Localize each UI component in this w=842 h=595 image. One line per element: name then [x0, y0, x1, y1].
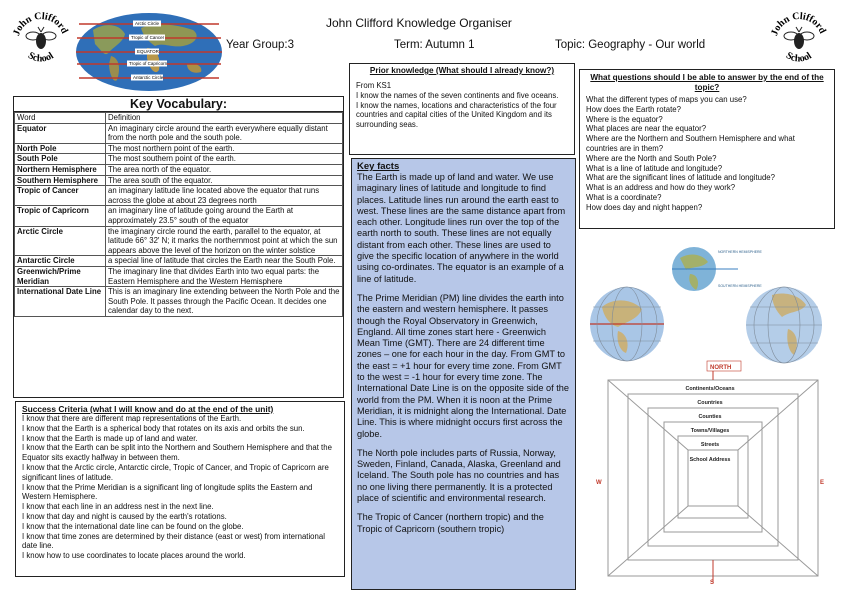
list-item: I know that the international date line can be found on the globe.: [22, 521, 244, 531]
table-row: [15, 287, 343, 317]
vocab-word: Southern Hemisphere: [15, 175, 106, 186]
table-row: [15, 256, 343, 267]
level-label: Continents/Oceans: [685, 386, 735, 392]
success-criteria-panel: [15, 401, 345, 577]
list-item: I know that the Earth can be split into the Northern and Southern Hemisphere and that the Equator sits exactly halfway in between them.: [22, 443, 332, 463]
key-facts-panel: [351, 158, 576, 590]
vocab-definition: An imaginary circle around the earth everywhere equally distant from the north pole and the south pole.: [106, 123, 343, 143]
school-logo-left: [10, 8, 72, 70]
list-item: I know that day and night is caused by the earth's rotations.: [22, 511, 227, 521]
prior-list: [356, 91, 568, 130]
key-fact-paragraph: The Prime Meridian (PM) line divides the earth into the eastern and western hemisphere. It passes though the Royal Observatory in Greenwich, England. All time zones start here - Greenwich Mean Time (GMT). There are 24 different time zones – one for each hour in the day. From GMT to the east = +1 hour for every time zone. From GMT to the west = -1 hour for every time zone. The International Date Line is on the opposite side of the world from the PM. When it is noon at the Prime Meridian, it is midnight along the International. Date Line. This is where midnight occurs first across the globe.: [357, 292, 569, 439]
table-row: [15, 175, 343, 186]
vocab-word: Tropic of Capricorn: [15, 206, 106, 226]
vocab-word: Greenwich/Prime Meridian: [15, 266, 106, 286]
vocab-definition: an imaginary line of latitude going around the Earth at approximately 23.5° south of the equator: [106, 206, 343, 226]
vocab-word: International Date Line: [15, 287, 106, 317]
vocab-definition: the imaginary circle round the earth, parallel to the equator, at latitude 66° 32′ N; it marks the northernmost point at which the sun appears above the level of the horizon on the winter solstice: [106, 226, 343, 256]
list-item: What places are near the equator?: [586, 124, 707, 134]
prior-title: Prior knowledge (What should I already know?): [369, 66, 555, 75]
vocab-word: Northern Hemisphere: [15, 164, 106, 175]
key-facts-title: Key facts: [357, 161, 400, 172]
prior-knowledge-panel: [349, 63, 575, 155]
level-label: Counties: [698, 414, 722, 420]
list-item: I know the names of the seven continents and five oceans.: [356, 90, 559, 100]
logo-text-bottom: School: [25, 50, 56, 65]
vocab-word: North Pole: [15, 143, 106, 154]
list-item: What is a line of latitude and longitude?: [586, 163, 723, 173]
map-label: EQUATOR: [137, 49, 159, 54]
map-label: Tropic of Cancer: [131, 35, 165, 40]
logo-text-bottom: School: [783, 50, 814, 65]
success-list: [22, 414, 338, 561]
world-map-image: [75, 12, 223, 92]
topic: Topic: Geography - Our world: [555, 39, 706, 51]
northern-hemisphere-label: NORTHERN HEMISPHERE: [718, 250, 762, 254]
questions-list: [586, 95, 828, 213]
table-row: [15, 143, 343, 154]
vocabulary-title: Key Vocabulary:: [14, 97, 343, 112]
vocab-definition: The area north of the equator.: [106, 164, 343, 175]
globe-image-left: [588, 285, 666, 363]
list-item: I know that there are different map representations of the Earth.: [22, 414, 242, 423]
vocab-definition: The area south of the equator.: [106, 175, 343, 186]
list-item: What are the significant lines of latitude and longitude?: [586, 173, 775, 183]
list-item: I know that the Earth is made up of land and water.: [22, 433, 198, 443]
table-row: [15, 186, 343, 206]
table-row: [15, 226, 343, 256]
list-item: I know how to use coordinates to locate places around the world.: [22, 551, 246, 561]
vocab-definition: The imaginary line that divides Earth into two equal parts: the Eastern Hemisphere and the Western Hemisphere: [106, 266, 343, 286]
map-label: Tropic of Capricorn: [129, 61, 168, 66]
key-fact-paragraph: The Tropic of Cancer (northern tropic) and the Tropic of Capricorn (southern tropic): [357, 512, 544, 534]
svg-text:School: [26, 50, 56, 65]
vocabulary-table: [14, 112, 343, 317]
map-label: Antarctic Circle: [133, 75, 164, 80]
vocab-word: Antarctic Circle: [15, 256, 106, 267]
table-row: [15, 164, 343, 175]
list-item: What is an address and how do they work?: [586, 183, 736, 193]
key-fact-paragraph: The North pole includes parts of Russia, Norway, Sweden, Finland, Canada, Alaska, Greenland and Iceland. The South pole has no countries and has no one living there permanently. It is a protected place of scientific and environmental research.: [357, 447, 561, 504]
list-item: I know that the Arctic circle, Antarctic circle, Tropic of Cancer, and Tropic of Capricorn are significant lines of latitude.: [22, 462, 329, 482]
list-item: I know the names, locations and characteristics of the four countries and capital cities of the United Kingdom and its surrounding seas.: [356, 100, 557, 130]
vocab-word: South Pole: [15, 154, 106, 165]
logo-text-top: John Clifford: [11, 10, 70, 38]
list-item: What the different types of maps you can use?: [586, 95, 747, 104]
list-item: I know that the Earth is a spherical body that rotates on its axis and orbits the sun.: [22, 423, 305, 433]
vocab-definition: The most southern point of the earth.: [106, 154, 343, 165]
north-label: NORTH: [710, 365, 732, 371]
school-logo-right: [768, 8, 830, 70]
hemisphere-globe-image: [670, 244, 762, 294]
success-title: Success Criteria (what I will know and do at the end of the unit): [22, 404, 274, 414]
vocabulary-panel: [13, 96, 344, 398]
southern-hemisphere-label: SOUTHERN HEMISPHERE: [718, 284, 762, 288]
vocab-definition: This is an imaginary line extending between the North Pole and the South Pole. It passes through the Pacific Ocean. It decides one calendar day to the next.: [106, 287, 343, 317]
logo-text-top: John Clifford: [769, 10, 828, 38]
vocab-definition: an imaginary latitude line located above the equator that runs across the globe at about 23 degrees north: [106, 186, 343, 206]
west-label: W: [596, 480, 602, 486]
vocab-word: Equator: [15, 123, 106, 143]
level-label: Streets: [700, 442, 720, 448]
east-label: E: [820, 480, 825, 486]
table-row: [15, 206, 343, 226]
vocab-definition: a special line of latitude that circles the Earth near the South Pole.: [106, 256, 343, 267]
prior-from: From KS1: [356, 81, 392, 90]
col-definition: Definition: [106, 113, 343, 124]
level-label: Countries: [697, 400, 723, 406]
globe-image-right: [744, 285, 824, 365]
table-row: [15, 154, 343, 165]
year-group: Year Group:3: [226, 39, 294, 51]
table-row: [15, 123, 343, 143]
level-label: Towns/Villages: [690, 428, 730, 434]
col-word: Word: [15, 113, 106, 124]
vocab-word: Tropic of Cancer: [15, 186, 106, 206]
table-header-row: [15, 113, 343, 124]
key-facts-body: [357, 172, 570, 535]
vocab-word: Arctic Circle: [15, 226, 106, 256]
list-item: How does the Earth rotate?: [586, 104, 681, 114]
svg-text:School: [784, 50, 814, 65]
key-fact-paragraph: The Earth is made up of land and water. We use imaginary lines of latitude and longitude to find places. Latitude lines run around the earth east to west. These lines are the same distance apart from each other. Longitude lines run over the top of the earth north to south. These lines are not equally distant from each other. These lines are used to give the specific location of anywhere in the world using co-ordinates. The equator is an example of a line of latitude.: [357, 172, 566, 284]
questions-title: What questions should I be able to answer by the end of the topic?: [590, 73, 824, 92]
map-label: Arctic Circle: [135, 21, 160, 26]
list-item: I know that time zones are determined by their distance (east or west) from international date line.: [22, 531, 325, 551]
list-item: Where are the North and South Pole?: [586, 153, 717, 163]
list-item: Where are the Northern and Southern Hemisphere and what countries are in them?: [586, 134, 795, 153]
list-item: How does day and night happen?: [586, 202, 703, 212]
south-label: S: [710, 580, 715, 586]
list-item: I know that each line in an address nest in the next line.: [22, 502, 214, 512]
list-item: What is a coordinate?: [586, 192, 662, 202]
questions-panel: [579, 69, 835, 229]
page-title: John Clifford Knowledge Organiser: [326, 16, 512, 30]
vocab-definition: The most northern point of the earth.: [106, 143, 343, 154]
address-diagram: [596, 360, 828, 588]
list-item: I know that the Prime Meridian is a significant ling of longitude splits the Eastern and Western Hemisphere.: [22, 482, 313, 502]
term: Term: Autumn 1: [394, 39, 475, 51]
list-item: Where is the equator?: [586, 114, 663, 124]
table-row: [15, 266, 343, 286]
level-label: School Address: [689, 457, 731, 463]
